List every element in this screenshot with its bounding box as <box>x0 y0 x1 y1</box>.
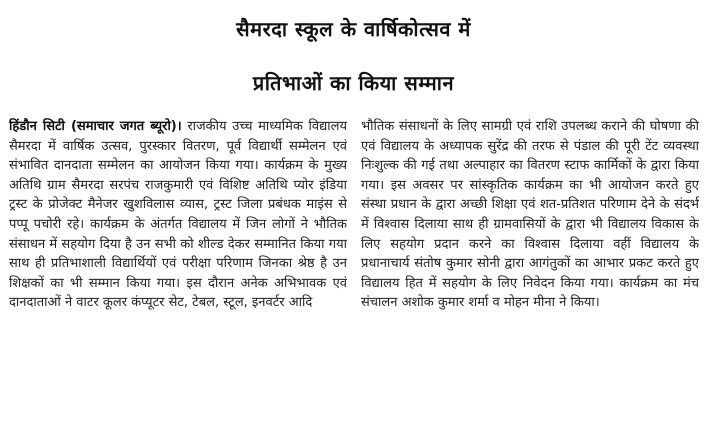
article-paragraph-2: भौतिक संसाधनों के लिए सामग्री एवं राशि उपलब्ध कराने की घोषणा की एवं विद्यालय के अध्यापक सुरेंद्र की तरफ से पंडाल की पूरी टेंट व्यवस्था निःशुल्क की गई तथा अल्पाहार का वितरण स्टाफ कार्मिकों के द्वारा किया गया। इस अवसर पर सांस्कृतिक कार्यक्रम का भी आयोजन करते हुए संस्था प्रधान के द्वारा अच्छी शिक्षा एवं शत-प्रतिशत परिणाम देने के संदर्भ में विश्वास दिलाया साथ ही ग्रामवासियों के द्वारा भी विद्यालय विकास के लिए सहयोग प्रदान करने का विश्वास दिलाया वहीं विद्यालय के प्रधानाचार्य संतोष कुमार सोनी द्वारा आगंतुकों का आभार प्रकट करते हुए विद्यालय हित में सहयोग के लिए निवेदन किया गया। कार्यक्रम का मंच संचालन अशोक कुमार शर्मा व मोहन मीना ने किया। <box>361 119 699 311</box>
column-1-text: राजकीय उच्च माध्यमिक विद्यालय सैमरदा में वार्षिक उत्सव, पुरस्कार वितरण, पूर्व विद्यार्थी सम्मेलन एवं संभावित दानदाता सम्मेलन का आयोजन किया गया। कार्यक्रम के मुख्य अतिथि ग्राम सैमरदा सरपंच राजकुमारी एवं विशिष्ट अतिथि प्योर इंडिया ट्रस्ट के प्रोजेक्ट मैनेजर खुशविलास व्यास, ट्रस्ट जिला प्रबंधक माइंस से पप्पू पचोरी रहे। कार्यक्रम के अंतर्गत विद्यालय में जिन लोगों ने भौतिक संसाधन में सहयोग दिया है उन सभी को शील्ड देकर सम्मानित किया गया साथ ही प्रतिभाशाली विद्यार्थियों एवं परीक्षा परिणाम जिनका श्रेष्ठ है उन शिक्षकों का भी सम्मान किया गया। इस दौरान अनेक अभिभावक एवं दानदाताओं ने वाटर कूलर कंप्यूटर सेट, टेबल, स्टूल, इनवर्टर आदि <box>9 119 347 311</box>
headline-line-2: प्रतिभाओं का किया सम्मान <box>252 71 455 95</box>
article-column-left <box>9 117 347 435</box>
article-column-right <box>361 117 699 435</box>
article-paragraph-1 <box>9 117 347 313</box>
headline <box>0 2 707 110</box>
dateline: हिंडौन सिटी (समाचार जगत ब्यूरो)। <box>9 119 182 134</box>
headline-line-1: सैमरदा स्कूल के वार्षिकोत्सव में <box>236 17 471 41</box>
article-body <box>9 117 699 435</box>
